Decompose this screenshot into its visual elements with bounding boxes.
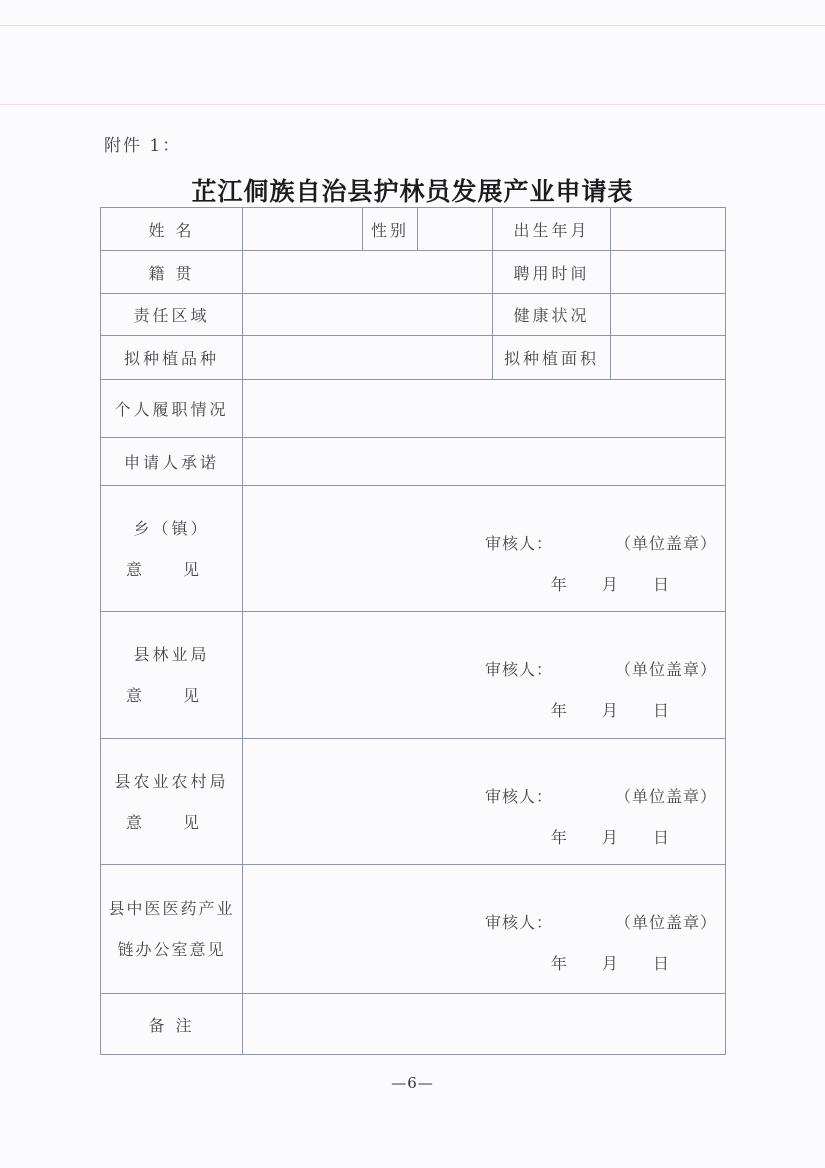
- attachment-label: 附件 1：: [104, 136, 182, 156]
- date-label: 年 月 日: [550, 828, 669, 847]
- agriculture-opinion-label: [101, 739, 243, 865]
- planting-variety-value[interactable]: [243, 336, 493, 380]
- date-label: 年 月 日: [550, 701, 669, 720]
- agriculture-opinion-line1: 县农业农村局: [114, 771, 229, 791]
- date-label: 年 月 日: [550, 575, 669, 594]
- planting-area-value[interactable]: [611, 336, 726, 380]
- row-tcm-opinion: [101, 865, 726, 994]
- agriculture-opinion-box[interactable]: [243, 739, 726, 865]
- forestry-opinion-label: [101, 612, 243, 739]
- remarks-label: 备 注: [101, 994, 243, 1055]
- township-opinion-label: [101, 486, 243, 612]
- native-place-label: 籍 贯: [101, 251, 243, 294]
- health-label: 健康状况: [493, 294, 611, 336]
- native-place-value[interactable]: [243, 251, 493, 294]
- tcm-opinion-line1: 县中医医药产业: [108, 899, 235, 918]
- birth-label: 出生年月: [493, 208, 611, 251]
- reviewer-label: 审核人：: [485, 787, 554, 806]
- planting-variety-label: 拟种植品种: [101, 336, 243, 380]
- township-opinion-box[interactable]: [243, 486, 726, 612]
- seal-label: （单位盖章）: [614, 913, 717, 932]
- row-duty-performance: [101, 380, 726, 438]
- duty-performance-label: 个人履职情况: [101, 380, 243, 438]
- name-label: 姓 名: [101, 208, 243, 251]
- row-planting: [101, 336, 726, 380]
- forestry-opinion-box[interactable]: [243, 612, 726, 739]
- top-rule: [0, 25, 825, 26]
- reviewer-label: 审核人：: [485, 660, 554, 679]
- application-form-table: [100, 207, 726, 1055]
- birth-value[interactable]: [611, 208, 726, 251]
- responsibility-area-value[interactable]: [243, 294, 493, 336]
- gender-value[interactable]: [418, 208, 493, 251]
- form-title: 芷江侗族自治县护林员发展产业申请表: [191, 177, 634, 206]
- applicant-pledge-label: 申请人承诺: [101, 438, 243, 486]
- applicant-pledge-value[interactable]: [243, 438, 726, 486]
- row-agriculture-opinion: [101, 739, 726, 865]
- employment-time-value[interactable]: [611, 251, 726, 294]
- gender-label: 性别: [363, 208, 418, 251]
- responsibility-area-label: 责任区域: [101, 294, 243, 336]
- row-remarks: [101, 994, 726, 1055]
- township-opinion-line1: 乡（镇）: [133, 518, 210, 538]
- row-name: [101, 208, 726, 251]
- tcm-opinion-line2: 链办公室意见: [117, 940, 226, 959]
- forestry-opinion-line1: 县林业局: [133, 645, 210, 664]
- row-forestry-opinion: [101, 612, 726, 739]
- planting-area-label: 拟种植面积: [493, 336, 611, 380]
- employment-time-label: 聘用时间: [493, 251, 611, 294]
- row-native-place: [101, 251, 726, 294]
- township-opinion-line2: 意 见: [125, 559, 218, 579]
- header-rule: [0, 104, 825, 105]
- seal-label: （单位盖章）: [614, 660, 717, 679]
- tcm-opinion-box[interactable]: [243, 865, 726, 994]
- agriculture-opinion-line2: 意 见: [125, 812, 218, 832]
- health-value[interactable]: [611, 294, 726, 336]
- row-responsibility-area: [101, 294, 726, 336]
- row-applicant-pledge: [101, 438, 726, 486]
- date-label: 年 月 日: [550, 954, 669, 973]
- page-number: —6—: [391, 1074, 434, 1092]
- forestry-opinion-line2: 意 见: [125, 686, 218, 705]
- reviewer-label: 审核人：: [485, 534, 554, 553]
- seal-label: （单位盖章）: [614, 534, 717, 553]
- reviewer-label: 审核人：: [485, 913, 554, 932]
- row-township-opinion: [101, 486, 726, 612]
- name-value[interactable]: [243, 208, 363, 251]
- remarks-value[interactable]: [243, 994, 726, 1055]
- tcm-opinion-label: [101, 865, 243, 994]
- seal-label: （单位盖章）: [614, 787, 717, 806]
- duty-performance-value[interactable]: [243, 380, 726, 438]
